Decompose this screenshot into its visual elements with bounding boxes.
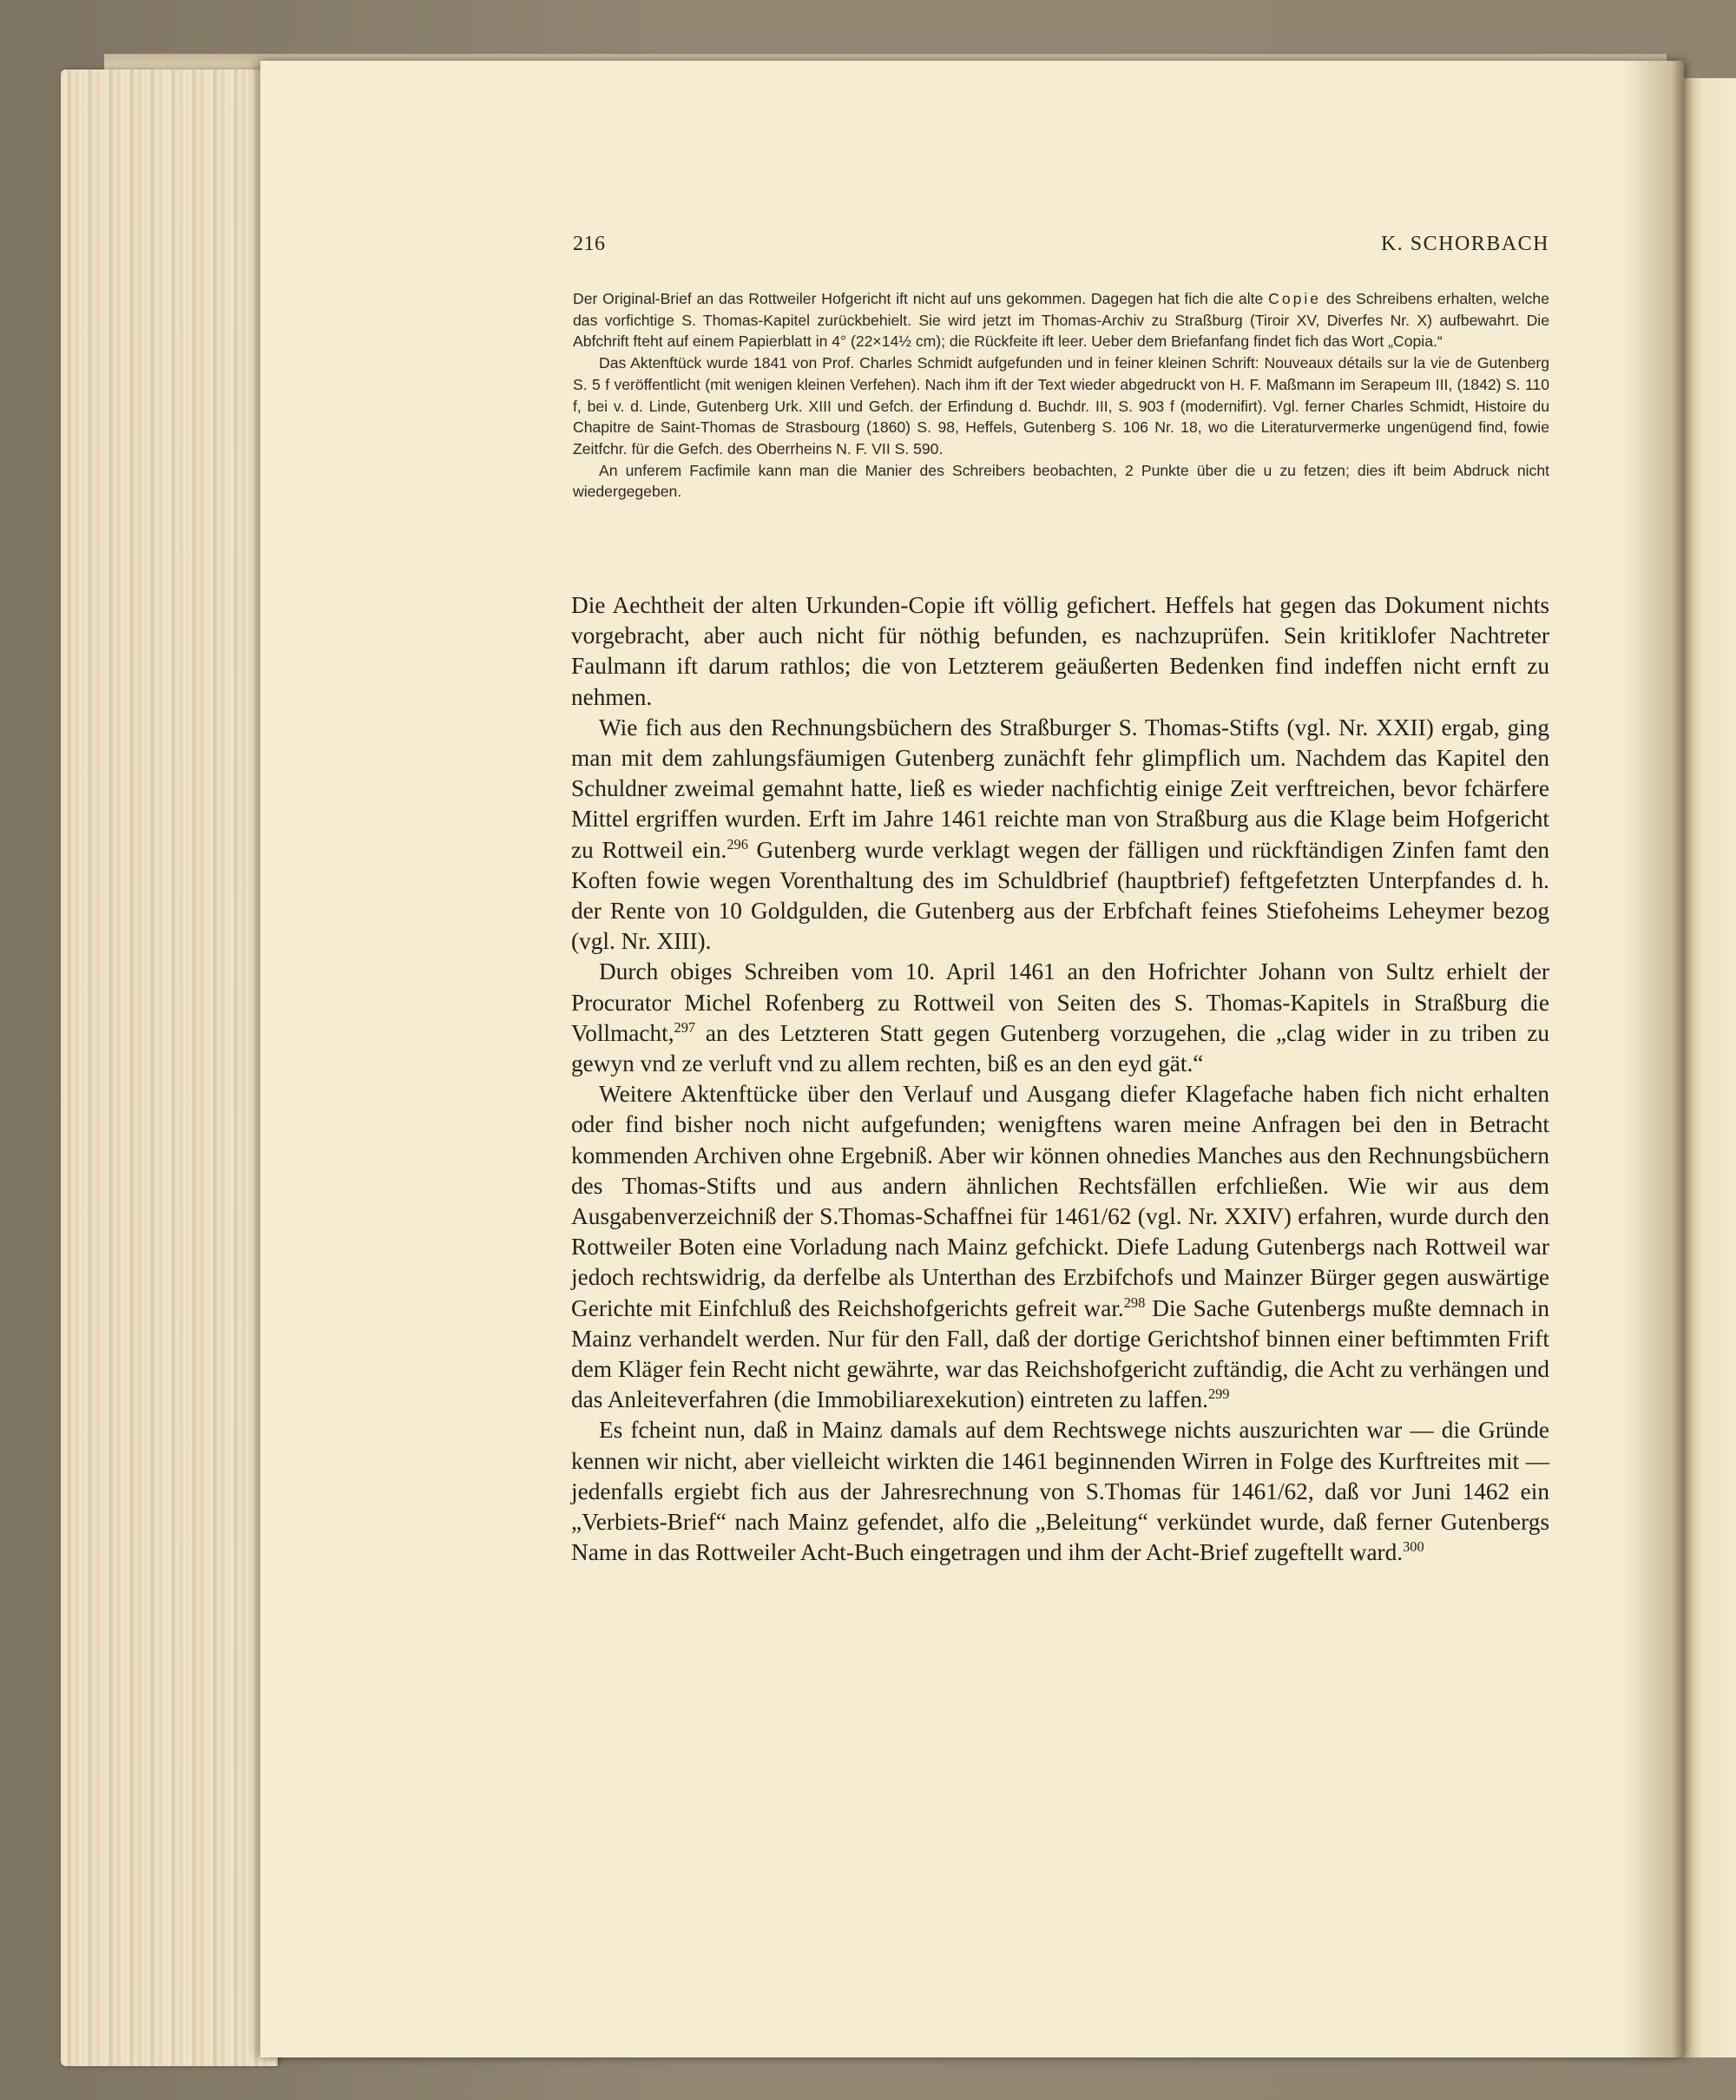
body-paragraph xyxy=(571,1415,1549,1568)
body-text-run: Gutenberg wurde verklagt wegen der fälligen und rückftändigen Zinfen famt den Koften fowie wegen Vorenthaltung des im Schuldbrief (hauptbrief) feftgefetzten Unterpfandes d. h. der Rente von 10 Goldgulden, die Gutenberg aus der Erbfchaft feines Stiefoheims Leheymer bezog (vgl. Nr. XIII). xyxy=(571,836,1549,955)
note-paragraph: Das Aktenftück wurde 1841 von Prof. Charles Schmidt aufgefunden und in feiner kleinen Schrift: Nouveaux détails sur la vie de Gutenberg S. 5 f veröffentlicht (mit wenigen kleinen Verfehen). Nach ihm ift der Text wieder abgedruckt von H. F. Maßmann im Serapeum III, (1842) S. 110 f, bei v. d. Linde, Gutenberg Urk. XIII und Gefch. der Erfindung d. Buchdr. III, S. 903 f (modernifirt). Vgl. ferner Charles Schmidt, Histoire du Chapitre de Saint-Thomas de Strasbourg (1860) S. 98, Heffels, Gutenberg S. 106 Nr. 18, wo die Literaturvermerke ungenügend find, fowie Zeitfchr. für die Gefch. des Oberrheins N. F. VII S. 590. xyxy=(573,354,1549,458)
footnote-ref: 299 xyxy=(1207,1386,1230,1403)
body-paragraph xyxy=(571,1079,1549,1415)
footnote-ref: 298 xyxy=(1123,1294,1146,1311)
page-gutter xyxy=(1623,61,1684,2057)
footnote-ref: 300 xyxy=(1403,1538,1424,1556)
body-text-run: Die Sache Gutenbergs mußte demnach in Mainz verhandelt werden. Nur für den Fall, daß der dortige Gerichtshof binnen einer beftimmten Frift dem Kläger fein Recht nicht gewährte, war das Reichshofgericht zuftändig, die Acht zu verhängen und das Anleiteverfahren (die Immobiliarexekution) eintreten zu laffen. xyxy=(571,1294,1549,1413)
footnote-ref: 296 xyxy=(727,835,748,853)
body-paragraph xyxy=(571,957,1549,1079)
note-text: Der Original-Brief an das Rottweiler Hofgericht ift nicht auf uns gekommen. Dagegen hat fich die alte xyxy=(573,290,1269,307)
running-head xyxy=(573,233,1549,264)
body-text-run: Durch obiges Schreiben vom 10. April 1461 an den Hofrichter Johann von Sultz erhielt der Procurator Michel Rofenberg zu Rottweil von Seiten des S. Thomas-Kapitels in Straßburg die Vollmacht, xyxy=(571,958,1549,1046)
body-paragraph: Die Aechtheit der alten Urkunden-Copie ift völlig gefichert. Heffels hat gegen das Dokument nichts vorgebracht, aber auch nicht für nöthig befunden, es nachzuprüfen. Sein kritiklofer Nachtreter Faulmann ift darum rathlos; die von Letzterem geäußerten Bedenken find indeffen nicht ernft zu nehmen. xyxy=(571,592,1549,710)
facing-page-edge xyxy=(1680,78,1736,2057)
body-text-run: Weitere Aktenftücke über den Verlauf und Ausgang diefer Klagefache haben fich nicht erhalten oder find bisher noch nicht aufgefunden; wenigftens waren meine Anfragen bei den in Betracht kommenden Archiven ohne Ergebniß. Aber wir können ohnedies Manches aus den Rechnungsbüchern des Thomas-Stifts und aus andern ähnlichen Rechtsfällen erfchließen. Wie wir aus dem Ausgabenverzeichniß der S.Thomas-Schaffnei für 1461/62 (vgl. Nr. XXIV) erfahren, wurde durch den Rottweiler Boten eine Vorladung nach Mainz gefchickt. Diefe Ladung Gutenbergs nach Rottweil war jedoch rechtswidrig, da derfelbe als Unterthan des Erzbifchofs und Mainzer Bürger gegen auswärtige Gerichte mit Einfchluß des Reichshofgerichts gefreit war. xyxy=(571,1081,1549,1321)
running-head-author: K. SCHORBACH xyxy=(1380,233,1549,255)
body-paragraph xyxy=(571,713,1549,958)
deckled-page-edges xyxy=(61,69,278,2066)
body-text-run: an des Letzteren Statt gegen Gutenberg vorzugehen, die „clag wider in zu triben zu gewyn vnd ze verluft vnd zu allem rechten, biß es an den eyd gät.“ xyxy=(571,1019,1549,1077)
footnote-ref: 297 xyxy=(674,1018,696,1036)
body-text-run: Es fcheint nun, daß in Mainz damals auf dem Rechtswege nichts auszurichten war — die Gründe kennen wir nicht, aber vielleicht wirkten die 1461 beginnenden Wirren in Folge des Kurftreites mit — jedenfalls ergiebt fich aus der Jahresrechnung von S.Thomas für 1461/62, daß vor Juni 1462 ein „Verbiets-Brief“ nach Mainz gefendet, alfo die „Beleitung“ verkündet wurde, daß ferner Gutenbergs Name in das Rottweiler Acht-Buch eingetragen und ihm der Acht-Brief zugeftellt ward. xyxy=(571,1417,1549,1566)
notes-block xyxy=(573,288,1549,503)
note-paragraph xyxy=(573,288,1549,352)
note-spaced-word: Copie xyxy=(1268,290,1322,307)
page-number: 216 xyxy=(573,233,606,255)
note-paragraph: An unferem Facfimile kann man die Manier des Schreibers beobachten, 2 Punkte über die u zu fetzen; dies ift beim Abdruck nicht wiedergegeben. xyxy=(573,461,1549,501)
main-text xyxy=(571,590,1549,1569)
note-text: des Schreibens erhalten, welche das vorfichtige S. Thomas-Kapitel zurückbehielt. Sie wird jetzt im Thomas-Archiv zu Straßburg (Tiroir XV, Diverfes Nr. X) aufbewahrt. Die Abfchrift fteht auf einem Papierblatt in 4° (22×14½ cm); die Rückfeite ift leer. Ueber dem Briefanfang findet fich das Wort „Copia.“ xyxy=(573,290,1549,351)
body-text-run: Wie fich aus den Rechnungsbüchern des Straßburger S. Thomas-Stifts (vgl. Nr. XXII) ergab, ging man mit dem zahlungsfäumigen Gutenberg zunächft fehr glimpflich um. Nachdem das Kapitel den Schuldner zweimal gemahnt hatte, ließ es wieder nachfichtig einige Zeit verftreichen, bevor fchärfere Mittel ergriffen wurden. Erft im Jahre 1461 reichte man von Straßburg aus die Klage beim Hofgericht zu Rottweil ein. xyxy=(571,714,1549,863)
